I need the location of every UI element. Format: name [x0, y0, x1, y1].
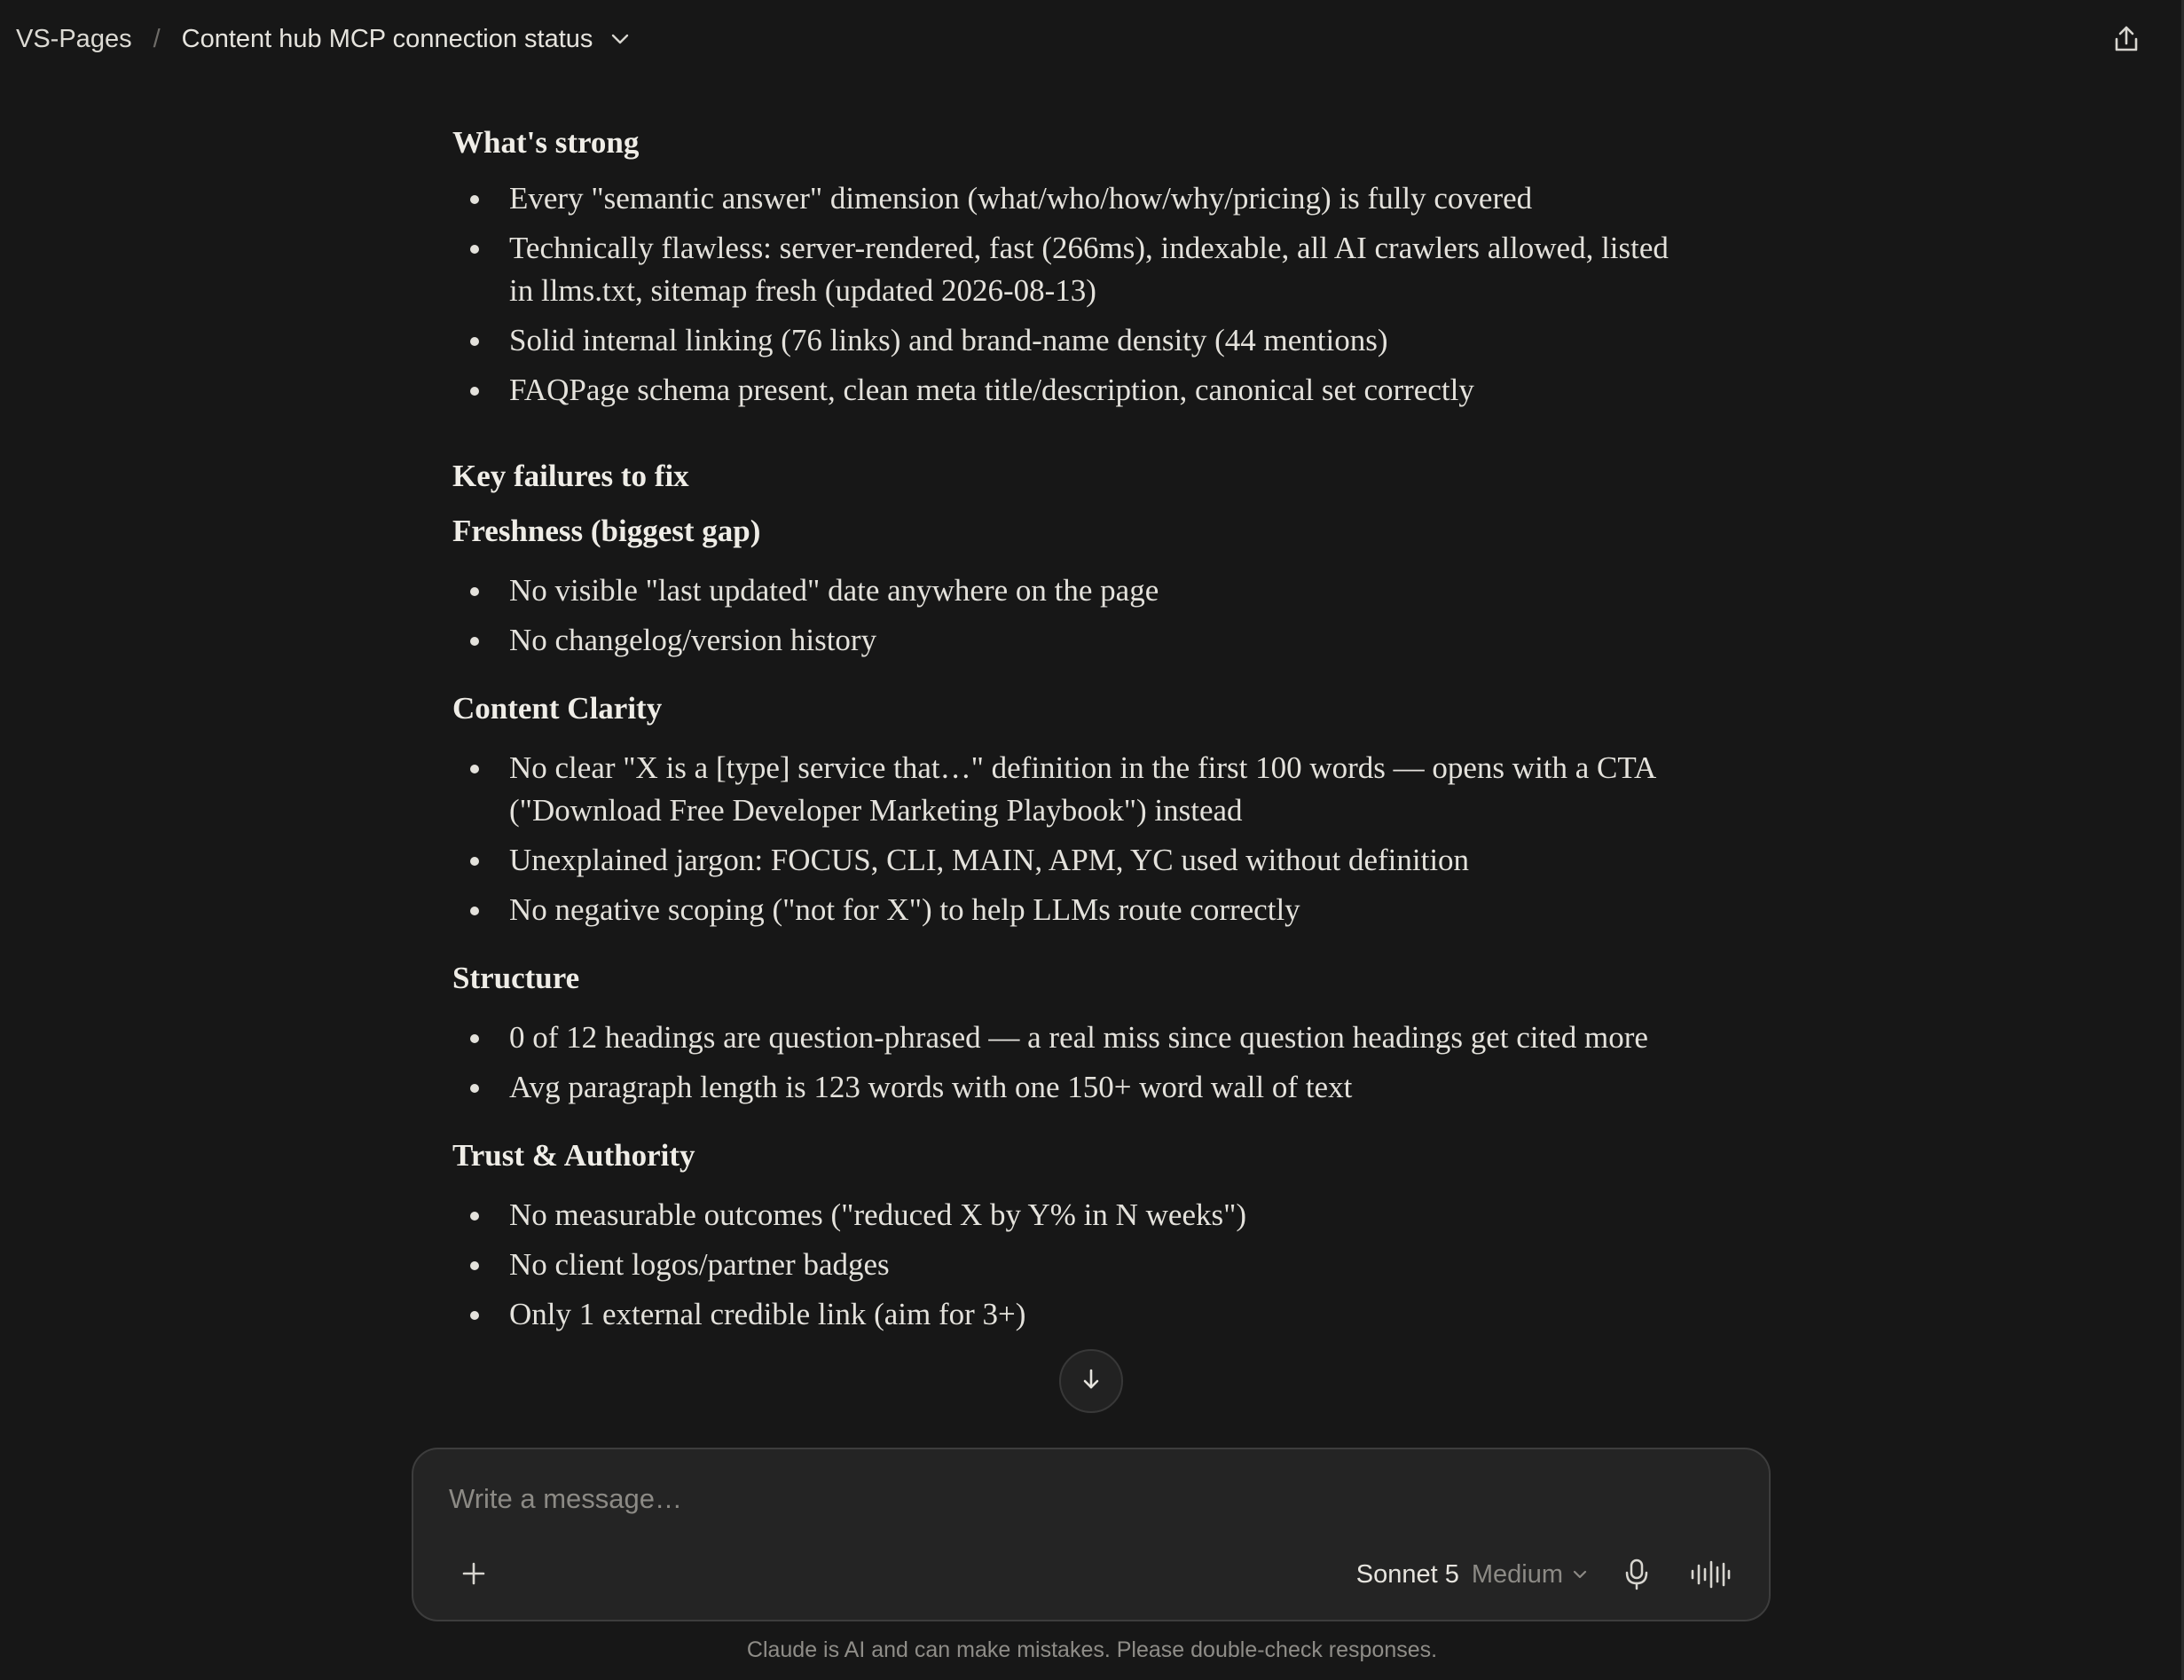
breadcrumb-project[interactable]: VS-Pages	[16, 24, 132, 53]
top-bar	[0, 0, 2181, 78]
list-item: Avg paragraph length is 123 words with one 150+ word wall of text	[452, 1066, 1694, 1109]
disclaimer: Claude is AI and can make mistakes. Please double-check responses.	[746, 1637, 1438, 1662]
list-item: No measurable outcomes ("reduced X by Y% in N weeks")	[452, 1194, 1694, 1236]
share-icon[interactable]	[2107, 20, 2146, 59]
list-item: No visible "last updated" date anywhere on the page	[452, 569, 1694, 612]
section-heading-failures: Key failures to fix	[452, 459, 689, 493]
list-item: Technically flawless: server-rendered, fast (266ms), indexable, all AI crawlers allowed, listed in llms.txt, sitemap fresh (updated 2026-08-13)	[452, 227, 1694, 312]
conversation-title[interactable]: Content hub MCP connection status	[181, 24, 593, 53]
message-composer	[412, 1448, 1771, 1621]
message-content	[452, 124, 1694, 1448]
subheading-trust: Trust & Authority	[452, 1138, 695, 1173]
list-item: No changelog/version history	[452, 619, 1694, 662]
trust-list	[452, 1194, 1694, 1336]
list-item: Every "semantic answer" dimension (what/who/how/why/pricing) is fully covered	[452, 177, 1694, 220]
microphone-icon[interactable]	[1614, 1552, 1659, 1597]
list-item: No negative scoping ("not for X") to help LLMs route correctly	[452, 889, 1694, 931]
voice-waveform-icon[interactable]	[1684, 1552, 1737, 1597]
list-item: 0 of 12 headings are question-phrased — a real miss since question headings get cited more	[452, 1017, 1694, 1059]
arrow-down-icon	[1078, 1366, 1104, 1397]
list-item: Only 1 external credible link (aim for 3+)	[452, 1293, 1694, 1336]
subheading-clarity: Content Clarity	[452, 691, 663, 726]
model-effort: Medium	[1471, 1559, 1563, 1589]
scroll-to-bottom-button[interactable]	[1059, 1349, 1123, 1413]
list-item: FAQPage schema present, clean meta title/description, canonical set correctly	[452, 369, 1694, 412]
clarity-list	[452, 747, 1694, 931]
subheading-structure: Structure	[452, 961, 580, 995]
freshness-list	[452, 569, 1694, 662]
message-input[interactable]	[447, 1472, 1512, 1526]
breadcrumb-separator: /	[153, 24, 161, 53]
chevron-down-icon[interactable]	[610, 29, 630, 49]
list-item: No clear "X is a [type] service that…" definition in the first 100 words — opens with a CTA ("Download Free Developer Marketing Playbook") instead	[452, 747, 1694, 832]
chevron-down-icon	[1572, 1569, 1588, 1580]
strong-list	[452, 177, 1694, 412]
section-heading-strong: What's strong	[452, 125, 640, 160]
model-name: Sonnet 5	[1355, 1559, 1459, 1589]
plus-icon[interactable]	[449, 1549, 499, 1598]
structure-list	[452, 1017, 1694, 1109]
subheading-freshness: Freshness (biggest gap)	[452, 514, 761, 548]
list-item: Solid internal linking (76 links) and brand-name density (44 mentions)	[452, 319, 1694, 362]
list-item: No client logos/partner badges	[452, 1244, 1694, 1286]
model-selector[interactable]	[1356, 1552, 1588, 1597]
list-item: Unexplained jargon: FOCUS, CLI, MAIN, APM, YC used without definition	[452, 839, 1694, 882]
